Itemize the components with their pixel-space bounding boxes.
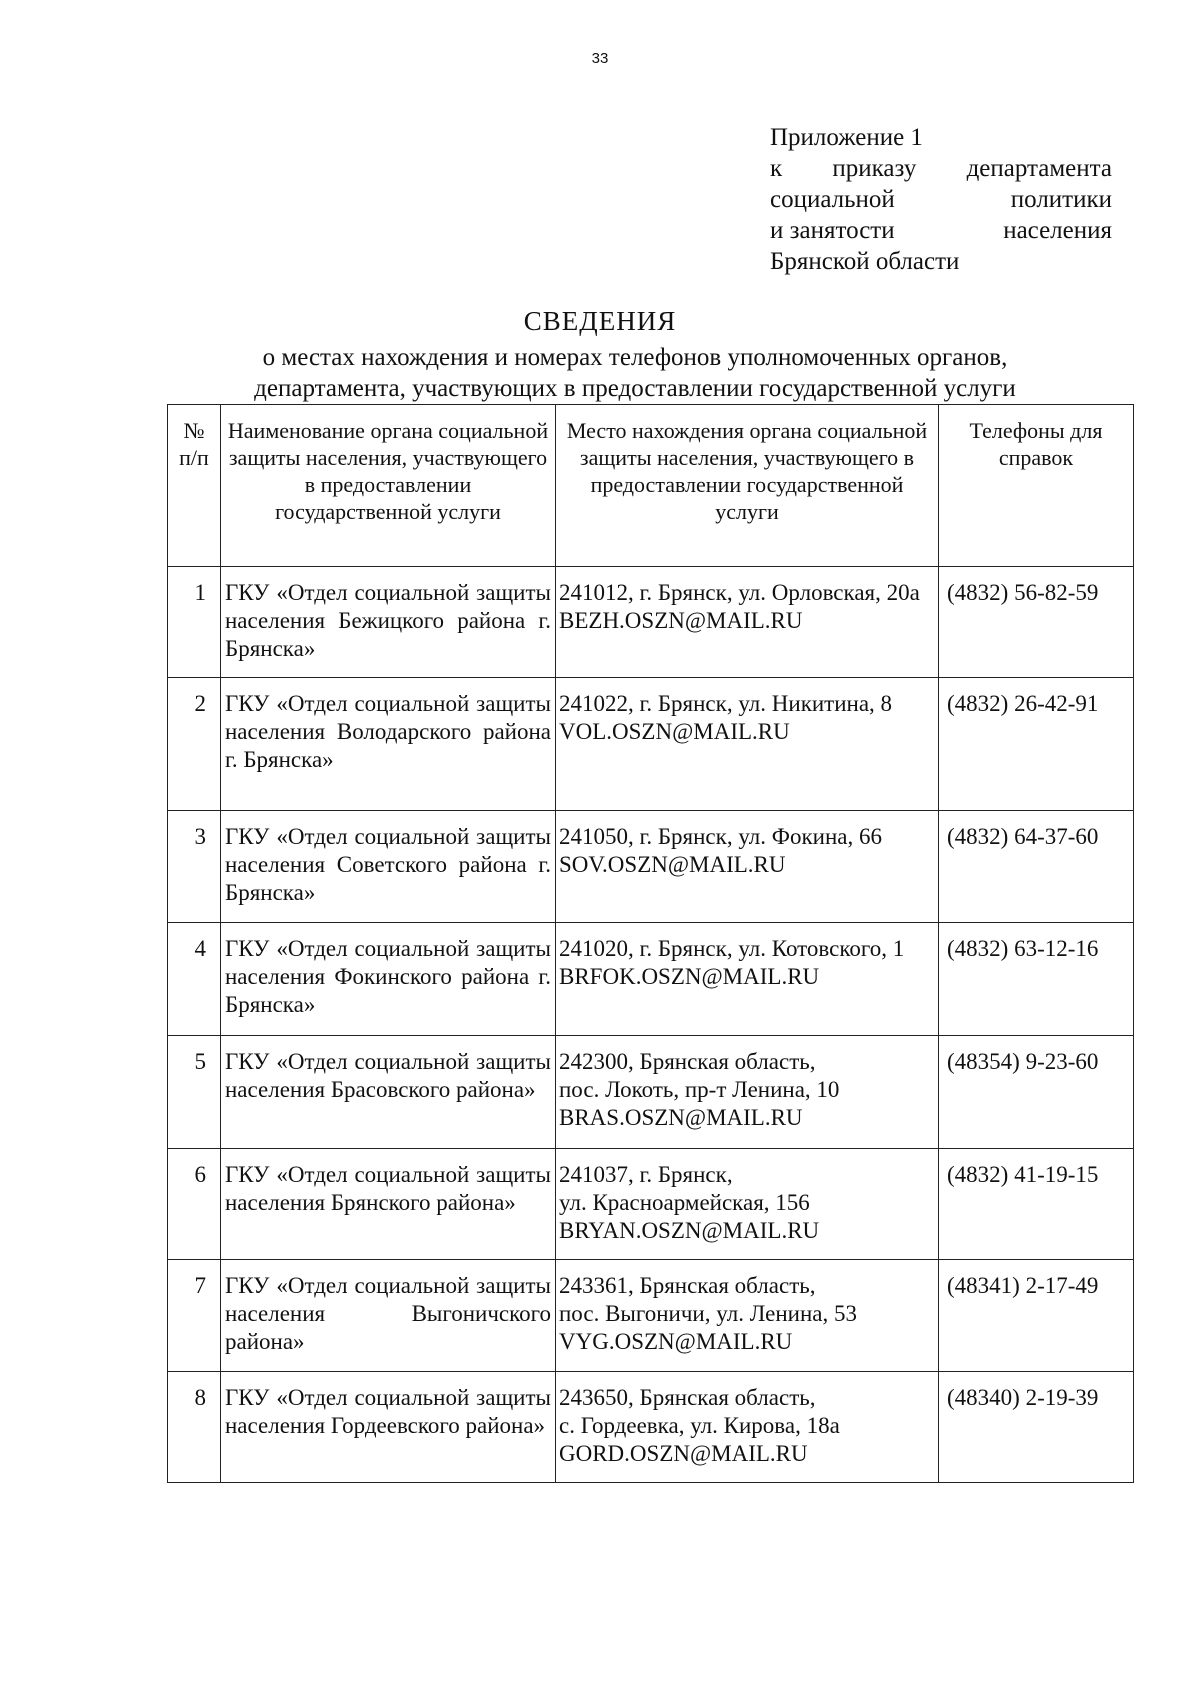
table-row: [168, 567, 1134, 678]
appendix-word: социальной: [770, 186, 895, 213]
table-row: [168, 923, 1134, 1036]
email-text: BRYAN.OSZN@MAIL.RU: [559, 1218, 820, 1243]
cell-phone: (48354) 9-23-60: [939, 1036, 1134, 1149]
cell-name: ГКУ «Отдел социальной защиты населения Бежицкого района г. Брянска»: [221, 567, 556, 678]
cell-num: 3: [168, 811, 221, 923]
cell-address: [556, 1260, 939, 1372]
appendix-line-2: [770, 153, 1112, 184]
address-line: 241022, г. Брянск, ул. Никитина, 8: [559, 691, 893, 716]
table-row: [168, 1149, 1134, 1260]
cell-address: [556, 678, 939, 811]
cell-address: [556, 923, 939, 1036]
address-line: пос. Локоть, пр-т Ленина, 10: [559, 1077, 840, 1102]
appendix-line-1: Приложение 1: [770, 124, 923, 151]
email-text: BRAS.OSZN@MAIL.RU: [559, 1105, 803, 1130]
email-text: SOV.OSZN@MAIL.RU: [559, 852, 786, 877]
appendix-line-3: [770, 184, 1112, 215]
cell-name: ГКУ «Отдел социальной защиты населения Володарского района г. Брянска»: [221, 678, 556, 811]
cell-num: 7: [168, 1260, 221, 1372]
cell-name: ГКУ «Отдел социальной защиты населения Брянского района»: [221, 1149, 556, 1260]
address-line: 241012, г. Брянск, ул. Орловская, 20а: [559, 580, 920, 605]
cell-address: [556, 811, 939, 923]
address-line: 243650, Брянская область,: [559, 1385, 816, 1410]
subtitle-line-2: департамента, участвующих в предоставлении государственной услуги: [254, 375, 1016, 402]
offices-table: [167, 404, 1134, 1483]
table-row: [168, 1260, 1134, 1372]
header-phone: Телефоны для справок: [939, 405, 1134, 567]
cell-phone: (48340) 2-19-39: [939, 1372, 1134, 1483]
email-text: GORD.OSZN@MAIL.RU: [559, 1441, 808, 1466]
address-line: с. Гордеевка, ул. Кирова, 18а: [559, 1413, 840, 1438]
document-subtitle: [150, 342, 1120, 404]
cell-num: 8: [168, 1372, 221, 1483]
appendix-line-4: [770, 215, 1112, 246]
cell-name: ГКУ «Отдел социальной защиты населения Фокинского района г. Брянска»: [221, 923, 556, 1036]
header-num: № п/п: [168, 405, 221, 567]
table-header-row: [168, 405, 1134, 567]
table-row: [168, 1036, 1134, 1149]
address-line: пос. Выгоничи, ул. Ленина, 53: [559, 1301, 857, 1326]
cell-phone: (4832) 56-82-59: [939, 567, 1134, 678]
cell-address: [556, 567, 939, 678]
cell-name: ГКУ «Отдел социальной защиты населения Советского района г. Брянска»: [221, 811, 556, 923]
address-line: 242300, Брянская область,: [559, 1049, 816, 1074]
appendix-word: к: [770, 155, 783, 182]
document-title: СВЕДЕНИЯ: [523, 306, 677, 336]
cell-address: [556, 1372, 939, 1483]
cell-phone: (4832) 63-12-16: [939, 923, 1134, 1036]
cell-address: [556, 1149, 939, 1260]
header-address: Место нахождения органа социальной защиты населения, участвующего в предоставлении государственной услуги: [556, 405, 939, 567]
subtitle-line-1: о местах нахождения и номерах телефонов уполномоченных органов,: [262, 344, 1008, 371]
cell-phone: (4832) 26-42-91: [939, 678, 1134, 811]
appendix-word: и занятости: [770, 217, 895, 244]
appendix-line-5: Брянской области: [770, 248, 960, 275]
cell-phone: (4832) 41-19-15: [939, 1149, 1134, 1260]
table-row: [168, 811, 1134, 923]
email-text: BEZH.OSZN@MAIL.RU: [559, 608, 803, 633]
address-line: 241020, г. Брянск, ул. Котовского, 1: [559, 936, 905, 961]
address-line: ул. Красноармейская, 156: [559, 1190, 810, 1215]
address-line: 241050, г. Брянск, ул. Фокина, 66: [559, 824, 882, 849]
email-text: VYG.OSZN@MAIL.RU: [559, 1329, 793, 1354]
page-number: 33: [591, 50, 609, 67]
table-row: [168, 678, 1134, 811]
appendix-word: населения: [1003, 217, 1112, 244]
cell-num: 4: [168, 923, 221, 1036]
address-line: 243361, Брянская область,: [559, 1273, 816, 1298]
appendix-word: приказу: [832, 155, 917, 182]
cell-phone: (48341) 2-17-49: [939, 1260, 1134, 1372]
table-row: [168, 1372, 1134, 1483]
appendix-word: департамента: [966, 155, 1112, 182]
cell-address: [556, 1036, 939, 1149]
email-text: VOL.OSZN@MAIL.RU: [559, 719, 790, 744]
header-name: Наименование органа социальной защиты населения, участвующего в предоставлении государственной услуги: [221, 405, 556, 567]
address-line: 241037, г. Брянск,: [559, 1162, 733, 1187]
appendix-block: [770, 122, 1112, 277]
appendix-word: политики: [1010, 186, 1112, 213]
cell-name: ГКУ «Отдел социальной защиты населения Брасовского района»: [221, 1036, 556, 1149]
cell-num: 2: [168, 678, 221, 811]
cell-phone: (4832) 64-37-60: [939, 811, 1134, 923]
cell-num: 6: [168, 1149, 221, 1260]
cell-name: ГКУ «Отдел социальной защиты населения Выгоничского района»: [221, 1260, 556, 1372]
cell-name: ГКУ «Отдел социальной защиты населения Гордеевского района»: [221, 1372, 556, 1483]
email-text: BRFOK.OSZN@MAIL.RU: [559, 964, 820, 989]
cell-num: 5: [168, 1036, 221, 1149]
cell-num: 1: [168, 567, 221, 678]
